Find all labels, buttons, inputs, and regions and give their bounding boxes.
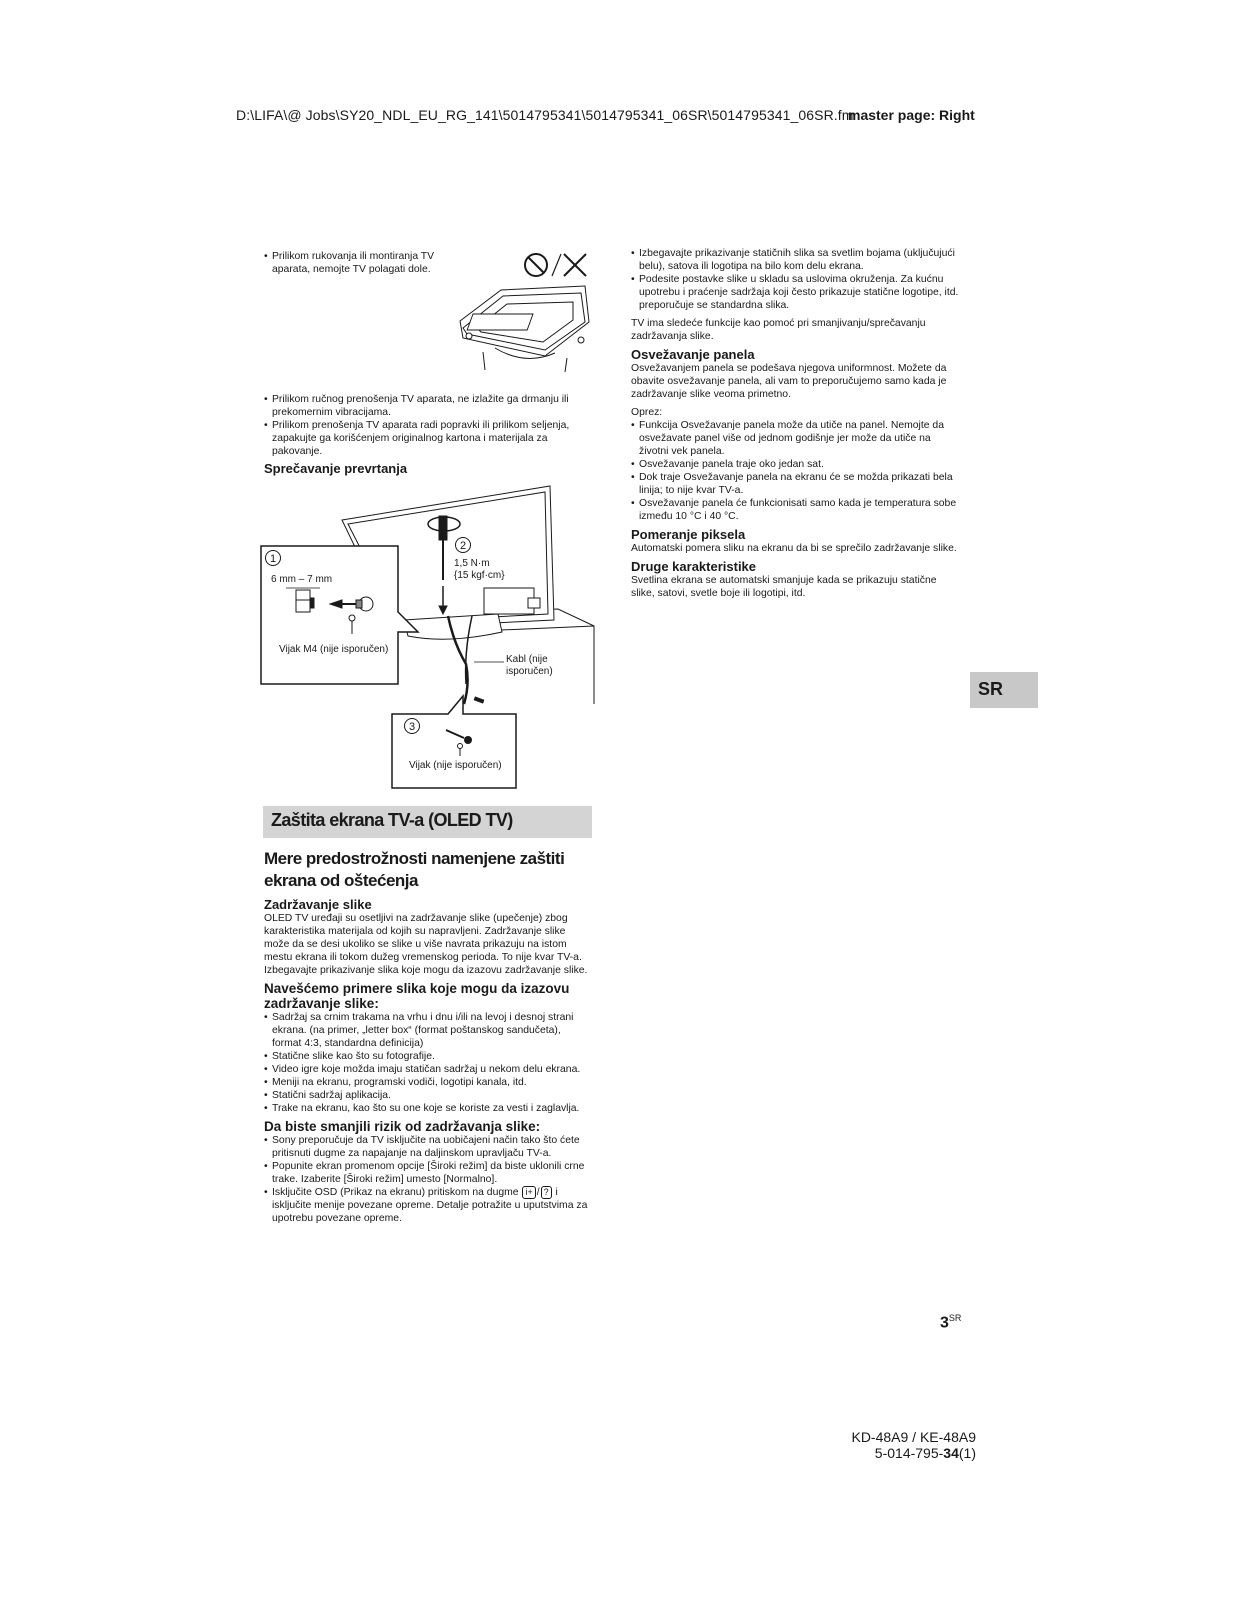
examples-heading: Navešćemo primere slika koje mogu da izazovu zadržavanje slike: [264,981,570,1011]
transport-bullet: • Prilikom prenošenja TV aparata radi popravki ili prilikom seljenja, zapakujte ga korišćenjem originalnog kartona i materijala za pakovanje. [264,419,592,458]
caution-item: • Osvežavanje panela će funkcionisati samo kada je temperatura sobe između 10 °C i 40 °C. [631,497,961,523]
reduce-item: • Popunite ekran promenom opcije [Široki režim] da biste uklonili crne trake. Izaberite [Široki režim] umesto [Normalno]. [264,1160,592,1186]
panel-refresh-text: Osvežavanjem panela se podešava njegova uniformnost. Možete da obavite osvežavanje panela, ali vam to preporučujemo samo kada je zadržavanje slike veoma primetno. [631,363,947,400]
pixel-shift-heading: Pomeranje piksela [631,527,746,542]
static-image-bullet: • Podesite postavke slike u skladu sa uslovima okruženja. Za kućnu upotrebu i praćenje sadržaja koji često prikazuje statične logotipe, itd. preporučuje se standardna slika. [631,273,961,312]
dimension-label: 6 mm – 7 mm [271,574,333,585]
file-path-header: D:\LIFA\@ Jobs\SY20_NDL_EU_RG_141\5014795341\5014795341_06SR\5014795341_06SR.fm [236,107,854,123]
tv-face-down-illustration [455,248,595,380]
example-item: • Trake na ekranu, kao što su one koje se koriste za vesti i zaglavlja. [264,1102,592,1115]
section-banner: Zaštita ekrana TV-a (OLED TV) [263,806,592,838]
other-features-text: Svetlina ekrana se automatski smanjuje kada se prikazuju statične slike, satovi, svetle boje ili logotipi, itd. [631,575,937,599]
handling-list [264,250,464,276]
step1-inset [261,546,418,684]
transport-list [264,393,592,476]
part-code-prefix: 5-014-795- [874,1445,944,1461]
tipping-prevention-diagram [258,484,600,792]
master-page-label: master page: Right [848,107,975,123]
caution-label: Oprez: [631,407,663,418]
left-lower-column [264,848,592,1225]
step2-label: 2 [459,540,467,552]
step1-label: 1 [269,553,277,565]
info-plus-icon: i+ [522,1186,535,1199]
example-item: • Meniji na ekranu, programski vodiči, logotipi kanala, itd. [264,1076,592,1089]
m4-screw-label: Vijak M4 (nije isporučen) [279,644,389,655]
screw-icon [474,696,485,703]
caution-item: • Dok traje Osvežavanje panela na ekranu će se možda prikazati bela linija; to nije kvar TV-a. [631,471,961,497]
osd-separator: / [536,1187,540,1198]
example-item: • Statične slike kao što su fotografije. [264,1050,592,1063]
example-item: • Sadržaj sa crnim trakama na vrhu i dnu i/ili na levoj i desnoj strani ekrana. (na primer, „letter box“ (format poštanskog sandučeta), format 4:3, standardna definicija) [264,1011,592,1050]
panel-refresh-heading: Osvežavanje panela [631,347,755,362]
torque-nm: 1,5 N·m [454,558,490,569]
static-image-bullet: • Izbegavajte prikazivanje statičnih slika sa svetlim bojama (uključujući belu), satova ili logotipa na bilo kom delu ekrana. [631,247,961,273]
tipping-heading: Sprečavanje prevrtanja [264,461,408,476]
pixel-shift-text: Automatski pomera sliku na ekranu da bi se sprečilo zadržavanje slike. [631,543,957,554]
step3-inset [392,696,516,788]
part-code-bold: 34 [943,1445,959,1461]
model-footer: KD-48A9 / KE-48A9 [851,1429,976,1445]
prohibited-icon [525,254,561,276]
page-number [940,1313,961,1332]
page-number-suffix: SR [948,1313,962,1323]
section-title-line1: Mere predostrožnosti namenjene zaštiti [264,849,565,868]
other-features-heading: Druge karakteristike [631,559,757,574]
screw-label: Vijak (nije isporučen) [409,760,502,771]
functions-intro: TV ima sledeće funkcije kao pomoć pri smanjivanju/sprečavanju zadržavanja slike. [631,318,926,342]
part-code-suffix: (1) [958,1445,976,1461]
language-tab: SR [970,672,1038,708]
cable-label-2: isporučen) [506,666,553,677]
step3-label: 3 [408,721,416,733]
caution-item: • Osvežavanje panela traje oko jedan sat. [631,458,961,471]
part-code-footer [875,1445,976,1461]
handling-bullet: • Prilikom rukovanja ili montiranja TV aparata, nemojte TV polagati dole. [264,250,464,276]
section-title-line2: ekrana od oštećenja [264,871,418,890]
reduce-heading: Da biste smanjili rizik od zadržavanja slike: [264,1119,541,1134]
caution-item: • Funkcija Osvežavanje panela može da utiče na panel. Nemojte da osvežavate panel više od jednom godišnje jer može da utiče na životni vek panela. [631,419,961,458]
cable-label-1: Kabl (nije [506,654,548,665]
osd-text-post: i isključite menije povezane opreme. Detalje potražite u uputstvima za upotrebu povezane opreme. [272,1187,588,1224]
torque-kgf: {15 kgf·cm} [454,570,505,581]
page-number-value: 3 [940,1314,949,1332]
example-item: • Statični sadržaj aplikacija. [264,1089,592,1102]
example-item: • Video igre koje možda imaju statičan sadržaj u nekom delu ekrana. [264,1063,592,1076]
right-column [631,247,961,600]
osd-text-pre: Isključite OSD (Prikaz na ekranu) pritiskom na dugme [272,1187,519,1198]
reduce-item-osd [264,1186,592,1225]
help-icon: ? [541,1186,552,1199]
retention-heading: Zadržavanje slike [264,897,372,912]
cross-icon [564,254,586,276]
retention-text: OLED TV uređaji su osetljivi na zadržavanje slike (upečenje) zbog karakteristika materijala od kojih su napravljeni. Zadržavanje slike može da se desi ukoliko se slike u više navrata prikazuju na istom mestu ekrana ili tokom dužeg vremenskog perioda. To nije kvar TV-a. Izbegavajte prikazivanje slika koje mogu da izazovu zadržavanje slike. [264,913,588,976]
transport-bullet: • Prilikom ručnog prenošenja TV aparata, ne izlažite ga drmanju ili prekomernim vibracijama. [264,393,592,419]
reduce-item: • Sony preporučuje da TV isključite na uobičajeni način tako što ćete pritisnuti dugme za napajanje na daljinskom upravljaču TV-a. [264,1134,592,1160]
